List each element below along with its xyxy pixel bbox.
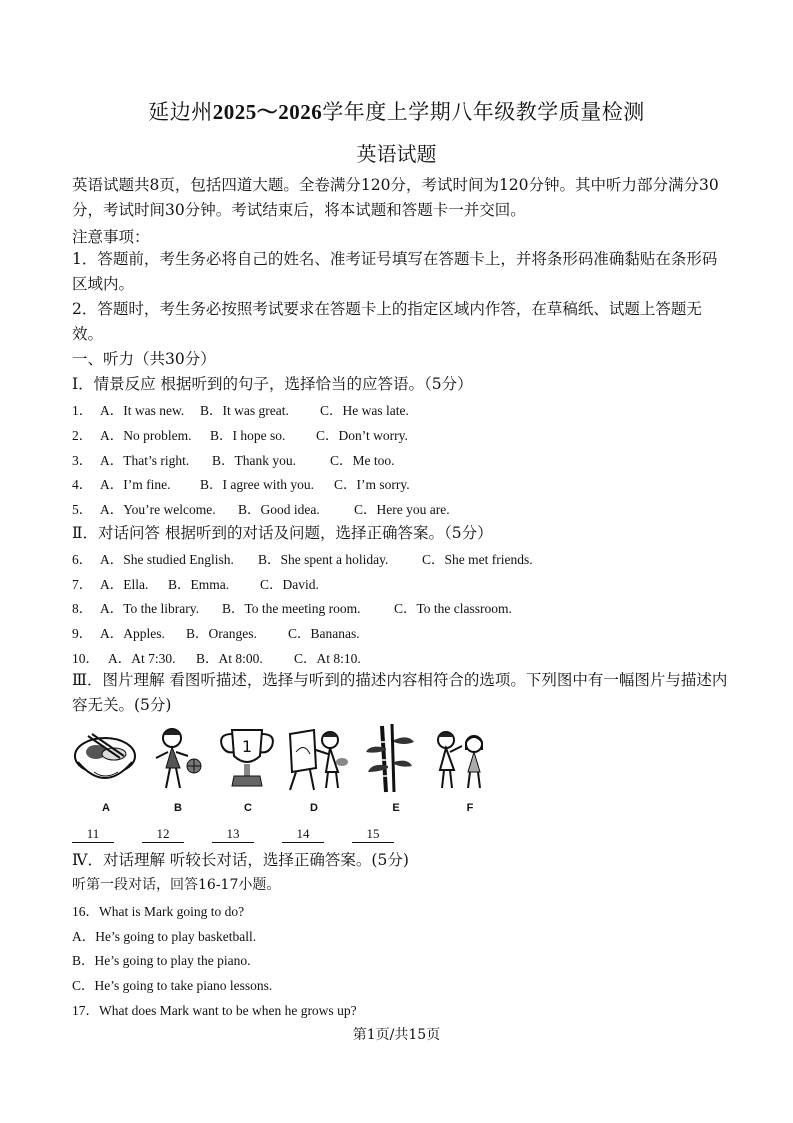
question-number: 3． — [72, 453, 93, 468]
option-a: A．No problem. — [100, 428, 192, 443]
question-number: 10． — [72, 651, 99, 666]
answer-blank: 15 — [352, 826, 394, 843]
intro-text: 英语试题共8页，包括四道大题。全卷满分120分，考试时间为120分钟。其中听力部分满分30分，考试时间30分钟。考试结束后，将本试题和答题卡一并交回。 — [72, 176, 719, 219]
question-8 — [72, 597, 512, 617]
bamboo-icon — [356, 722, 422, 796]
option-c: C．David. — [260, 577, 319, 592]
option-a: A．She studied English. — [100, 552, 234, 567]
question-7 — [72, 573, 319, 593]
notice-1: 1．答题前，考生务必将自己的姓名、准考证号填写在答题卡上，并将条形码准确黏贴在条形码区域内。 — [72, 250, 718, 293]
picture-label-e: E — [392, 802, 400, 814]
question-number: 4． — [72, 477, 93, 492]
option-b: B．It was great. — [200, 403, 289, 418]
food-bowl-icon — [72, 722, 138, 796]
option-b: B．Oranges. — [186, 626, 257, 641]
option-c: C．Here you are. — [354, 502, 450, 517]
option-b: B．She spent a holiday. — [258, 552, 389, 567]
question-number: 6． — [72, 552, 93, 567]
option-b: B．Thank you. — [212, 453, 296, 468]
option-b: B．I agree with you. — [200, 477, 314, 492]
section-listening: 一、听力（共30分） — [72, 350, 216, 368]
option-c: C．She met friends. — [422, 552, 533, 567]
picture-c-trophy — [214, 722, 280, 796]
question-9 — [72, 622, 360, 642]
picture-d-boy-painting — [284, 722, 350, 796]
answer-blank: 14 — [282, 826, 324, 843]
question-number: 7． — [72, 577, 93, 592]
painting-easel-icon — [284, 722, 350, 796]
option-c: C．He was late. — [320, 403, 409, 418]
option-b: B．Emma. — [168, 577, 230, 592]
question-17: 17．What does Mark want to be when he grows up? — [72, 1003, 357, 1018]
picture-label-a: A — [102, 802, 110, 814]
part-2-heading: Ⅱ．对话问答 根据听到的对话及问题，选择正确答案。（5分） — [72, 524, 493, 542]
dialog-1-instruction: 听第一段对话，回答16-17小题。 — [72, 877, 281, 893]
option-b: B．I hope so. — [210, 428, 286, 443]
page-title — [0, 96, 793, 126]
picture-label-d: D — [310, 802, 318, 814]
option-a: A．Ella. — [100, 577, 149, 592]
picture-row — [72, 722, 496, 814]
question-16-option-c: C．He’s going to take piano lessons. — [72, 978, 273, 993]
children-talking-icon — [428, 722, 494, 796]
option-c: C．Bananas. — [288, 626, 360, 641]
question-6 — [72, 548, 533, 568]
question-number: 9． — [72, 626, 93, 641]
question-2 — [72, 424, 408, 444]
page-number: 第1页/共15页 — [352, 1027, 441, 1043]
option-a: A．At 7:30. — [108, 651, 176, 666]
option-c: C．At 8:10. — [294, 651, 361, 666]
option-a: A．It was new. — [100, 403, 185, 418]
option-b: B．To the meeting room. — [222, 601, 361, 616]
question-3 — [72, 449, 395, 469]
title-prefix: 延边州 — [148, 100, 213, 124]
option-c: C．Don’t worry. — [316, 428, 408, 443]
question-16-option-a: A．He’s going to play basketball. — [72, 929, 257, 944]
option-b: B．At 8:00. — [196, 651, 263, 666]
question-number: 5． — [72, 502, 93, 517]
picture-label-f: F — [466, 802, 474, 814]
notice-heading: 注意事项： — [72, 228, 150, 246]
title-years: 2025～2026 — [212, 100, 323, 124]
option-a: A．You’re welcome. — [100, 502, 216, 517]
option-a: A．I’m fine. — [100, 477, 171, 492]
notice-2: 2．答题时，考生务必按照考试要求在答题卡上的指定区域内作答，在草稿纸、试题上答题无效。 — [72, 300, 702, 343]
question-4 — [72, 473, 410, 493]
answer-blank: 13 — [212, 826, 254, 843]
picture-a-food-bowl — [72, 722, 138, 796]
question-16: 16．What is Mark going to do? — [72, 904, 245, 919]
option-a: A．That’s right. — [100, 453, 190, 468]
picture-b-girl-with-ball — [142, 722, 208, 796]
part-3-heading: Ⅲ．图片理解 看图听描述，选择与听到的描述内容相符合的选项。下列图中有一幅图片与描述内容无关。(5分) — [72, 671, 728, 714]
question-10 — [72, 647, 361, 667]
picture-label-c: C — [244, 802, 252, 814]
question-1 — [72, 399, 409, 419]
question-5 — [72, 498, 450, 518]
answer-blank: 12 — [142, 826, 184, 843]
answer-blank: 11 — [72, 826, 114, 843]
question-number: 2． — [72, 428, 93, 443]
part-1-heading: Ⅰ．情景反应 根据听到的句子，选择恰当的应答语。（5分） — [72, 375, 473, 393]
option-c: C．To the classroom. — [394, 601, 512, 616]
part-4-heading: Ⅳ．对话理解 听较长对话，选择正确答案。(5分) — [72, 851, 409, 869]
picture-label-b: B — [174, 802, 182, 814]
option-a: A．To the library. — [100, 601, 200, 616]
question-number: 1． — [72, 403, 93, 418]
svg-text:1: 1 — [241, 737, 253, 756]
option-c: C．Me too. — [330, 453, 395, 468]
title-suffix: 学年度上学期八年级教学质量检测 — [322, 100, 645, 124]
question-number: 8． — [72, 601, 93, 616]
option-b: B．Good idea. — [238, 502, 320, 517]
question-16-option-b: B．He’s going to play the piano. — [72, 953, 251, 968]
trophy-icon — [214, 722, 280, 796]
picture-e-bamboo — [356, 722, 422, 796]
option-a: A．Apples. — [100, 626, 165, 641]
picture-f-two-children — [428, 722, 494, 796]
option-c: C．I’m sorry. — [334, 477, 410, 492]
girl-playing-ball-icon — [142, 722, 208, 796]
page-subtitle: 英语试题 — [356, 142, 437, 166]
